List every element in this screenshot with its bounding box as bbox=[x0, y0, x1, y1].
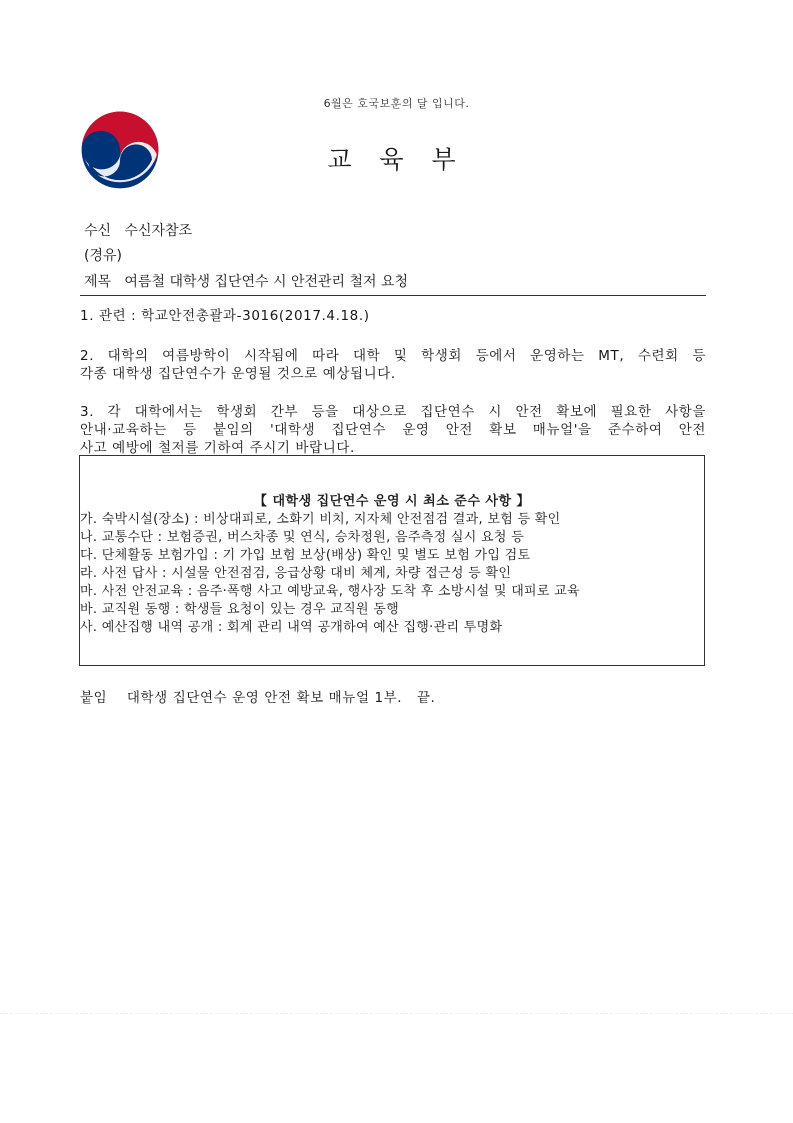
paragraph-3-line-2: 안내·교육하는 등 붙임의 '대학생 집단연수 운영 안전 확보 매뉴얼'을 준수하여 안전 bbox=[80, 422, 706, 438]
paragraph-2-line-1: 2. 대학의 여름방학이 시작됨에 따라 대학 및 학생회 등에서 운영하는 MT, 수련회 등 bbox=[80, 348, 706, 364]
requirement-item: 라. 사전 답사 : 시설물 안전점검, 응급상황 대비 체계, 차량 접근성 등 확인 bbox=[80, 566, 512, 581]
paragraph-2-line-2: 각종 대학생 집단연수가 운영될 것으로 예상됩니다. bbox=[80, 366, 396, 382]
requirement-item: 다. 단체활동 보험가입 : 기 가입 보험 보상(배상) 확인 및 별도 보험 가입 검토 bbox=[80, 548, 531, 563]
requirement-item: 가. 숙박시설(장소) : 비상대피로, 소화기 비치, 지자체 안전점검 결과, 보험 등 확인 bbox=[80, 512, 561, 527]
slogan-text: 6월은 호국보훈의 달 입니다. bbox=[323, 97, 470, 110]
attachment-label: 붙임 bbox=[80, 690, 108, 706]
requirement-item: 바. 교직원 동행 : 학생들 요청이 있는 경우 교직원 동행 bbox=[80, 602, 400, 617]
paragraph-3-line-3: 사고 예방에 철저를 기하여 주시기 바랍니다. bbox=[80, 440, 355, 456]
subject-row bbox=[84, 271, 408, 291]
end-mark: 끝. bbox=[416, 690, 436, 706]
attachment-text: 대학생 집단연수 운영 안전 확보 매뉴얼 1부. bbox=[126, 690, 403, 706]
organization-name: 교 육 부 bbox=[327, 145, 466, 174]
header-divider bbox=[80, 295, 706, 296]
recipient-row bbox=[84, 220, 192, 240]
paragraph-1: 1. 관련 : 학교안전총괄과-3016(2017.4.18.) bbox=[80, 308, 370, 324]
recipient-label: 수신 bbox=[84, 223, 112, 239]
scan-artifact-line bbox=[0, 1013, 793, 1014]
paragraph-3-line-1: 3. 각 대학에서는 학생회 간부 등을 대상으로 집단연수 시 안전 확보에 필요한 사항을 bbox=[80, 404, 706, 420]
attachment-line bbox=[80, 686, 435, 706]
recipient-value: 수신자참조 bbox=[124, 223, 193, 239]
subject-value: 여름철 대학생 집단연수 시 안전관리 철저 요청 bbox=[124, 274, 409, 290]
subject-label: 제목 bbox=[84, 274, 112, 290]
requirements-box-title: 【 대학생 집단연수 운영 시 최소 준수 사항 】 bbox=[253, 494, 531, 509]
requirement-item: 마. 사전 안전교육 : 음주·폭행 사고 예방교육, 행사장 도착 후 소방시설 및 대피로 교육 bbox=[80, 584, 580, 599]
requirement-item: 나. 교통수단 : 보험증권, 버스차종 및 연식, 승차정원, 음주측정 실시 요청 등 bbox=[80, 530, 525, 545]
requirement-item: 사. 예산집행 내역 공개 : 회계 관리 내역 공개하여 예산 집행·관리 투명화 bbox=[80, 620, 503, 635]
via-row: (경유) bbox=[84, 248, 122, 264]
